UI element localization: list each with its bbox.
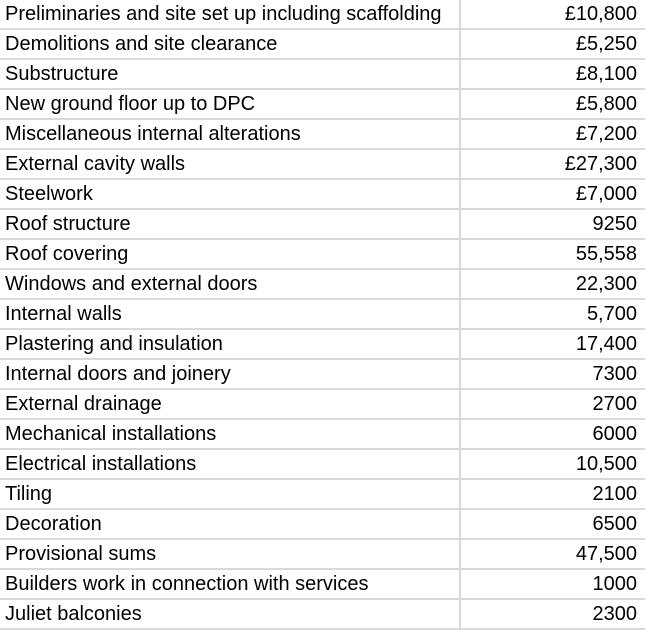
item-cell[interactable]: Windows and external doors [0,270,461,298]
item-cell[interactable]: External drainage [0,390,461,418]
table-row [0,420,645,450]
table-row [0,90,645,120]
item-cell[interactable]: Tiling [0,480,461,508]
item-cell[interactable]: Demolitions and site clearance [0,30,461,58]
table-row [0,480,645,510]
amount-cell[interactable]: 7300 [592,362,637,385]
amount-cell[interactable]: £10,800 [564,2,637,25]
table-row [0,390,645,420]
amount-cell[interactable]: 1000 [592,572,637,595]
table-row [0,330,645,360]
item-cell[interactable]: Miscellaneous internal alterations [0,120,461,148]
item-cell[interactable]: Preliminaries and site set up including scaffolding [0,0,461,28]
table-row [0,120,645,150]
table-row [0,240,645,270]
amount-cell[interactable]: £8,100 [575,62,637,85]
table-row [0,570,645,600]
amount-cell[interactable]: 2100 [592,482,637,505]
item-cell[interactable]: Roof covering [0,240,461,268]
item-cell[interactable]: Builders work in connection with services [0,570,461,598]
table-row [0,450,645,480]
amount-cell[interactable]: 6000 [592,422,637,445]
item-cell[interactable]: Internal walls [0,300,461,328]
amount-cell[interactable]: £5,800 [575,92,637,115]
item-cell[interactable]: Provisional sums [0,540,461,568]
amount-cell[interactable]: 10,500 [575,452,637,475]
amount-cell[interactable]: £5,250 [575,32,637,55]
table-row [0,360,645,390]
table-row [0,30,645,60]
amount-cell[interactable]: 2700 [592,392,637,415]
amount-cell[interactable]: 2300 [592,602,637,625]
table-row [0,540,645,570]
item-cell[interactable]: Plastering and insulation [0,330,461,358]
amount-cell[interactable]: 5,700 [586,302,637,325]
amount-cell[interactable]: 6500 [592,512,637,535]
item-cell[interactable]: Internal doors and joinery [0,360,461,388]
table-row [0,60,645,90]
amount-cell[interactable]: £27,300 [564,152,637,175]
item-cell[interactable]: Steelwork [0,180,461,208]
item-cell[interactable]: Mechanical installations [0,420,461,448]
item-cell[interactable]: Decoration [0,510,461,538]
item-cell[interactable]: External cavity walls [0,150,461,178]
amount-cell[interactable]: 47,500 [575,542,637,565]
table-row [0,180,645,210]
amount-cell[interactable]: 9250 [592,212,637,235]
amount-cell[interactable]: £7,200 [575,122,637,145]
amount-cell[interactable]: 22,300 [575,272,637,295]
item-cell[interactable]: New ground floor up to DPC [0,90,461,118]
table-row [0,300,645,330]
table-row [0,150,645,180]
amount-cell[interactable]: £7,000 [575,182,637,205]
table-row [0,270,645,300]
item-cell[interactable]: Juliet balconies [0,600,461,628]
item-cell[interactable]: Electrical installations [0,450,461,478]
amount-cell[interactable]: 55,558 [575,242,637,265]
item-cell[interactable]: Substructure [0,60,461,88]
table-row [0,600,645,630]
table-row [0,210,645,240]
table-row [0,510,645,540]
table-row [0,0,645,30]
item-cell[interactable]: Roof structure [0,210,461,238]
amount-cell[interactable]: 17,400 [575,332,637,355]
